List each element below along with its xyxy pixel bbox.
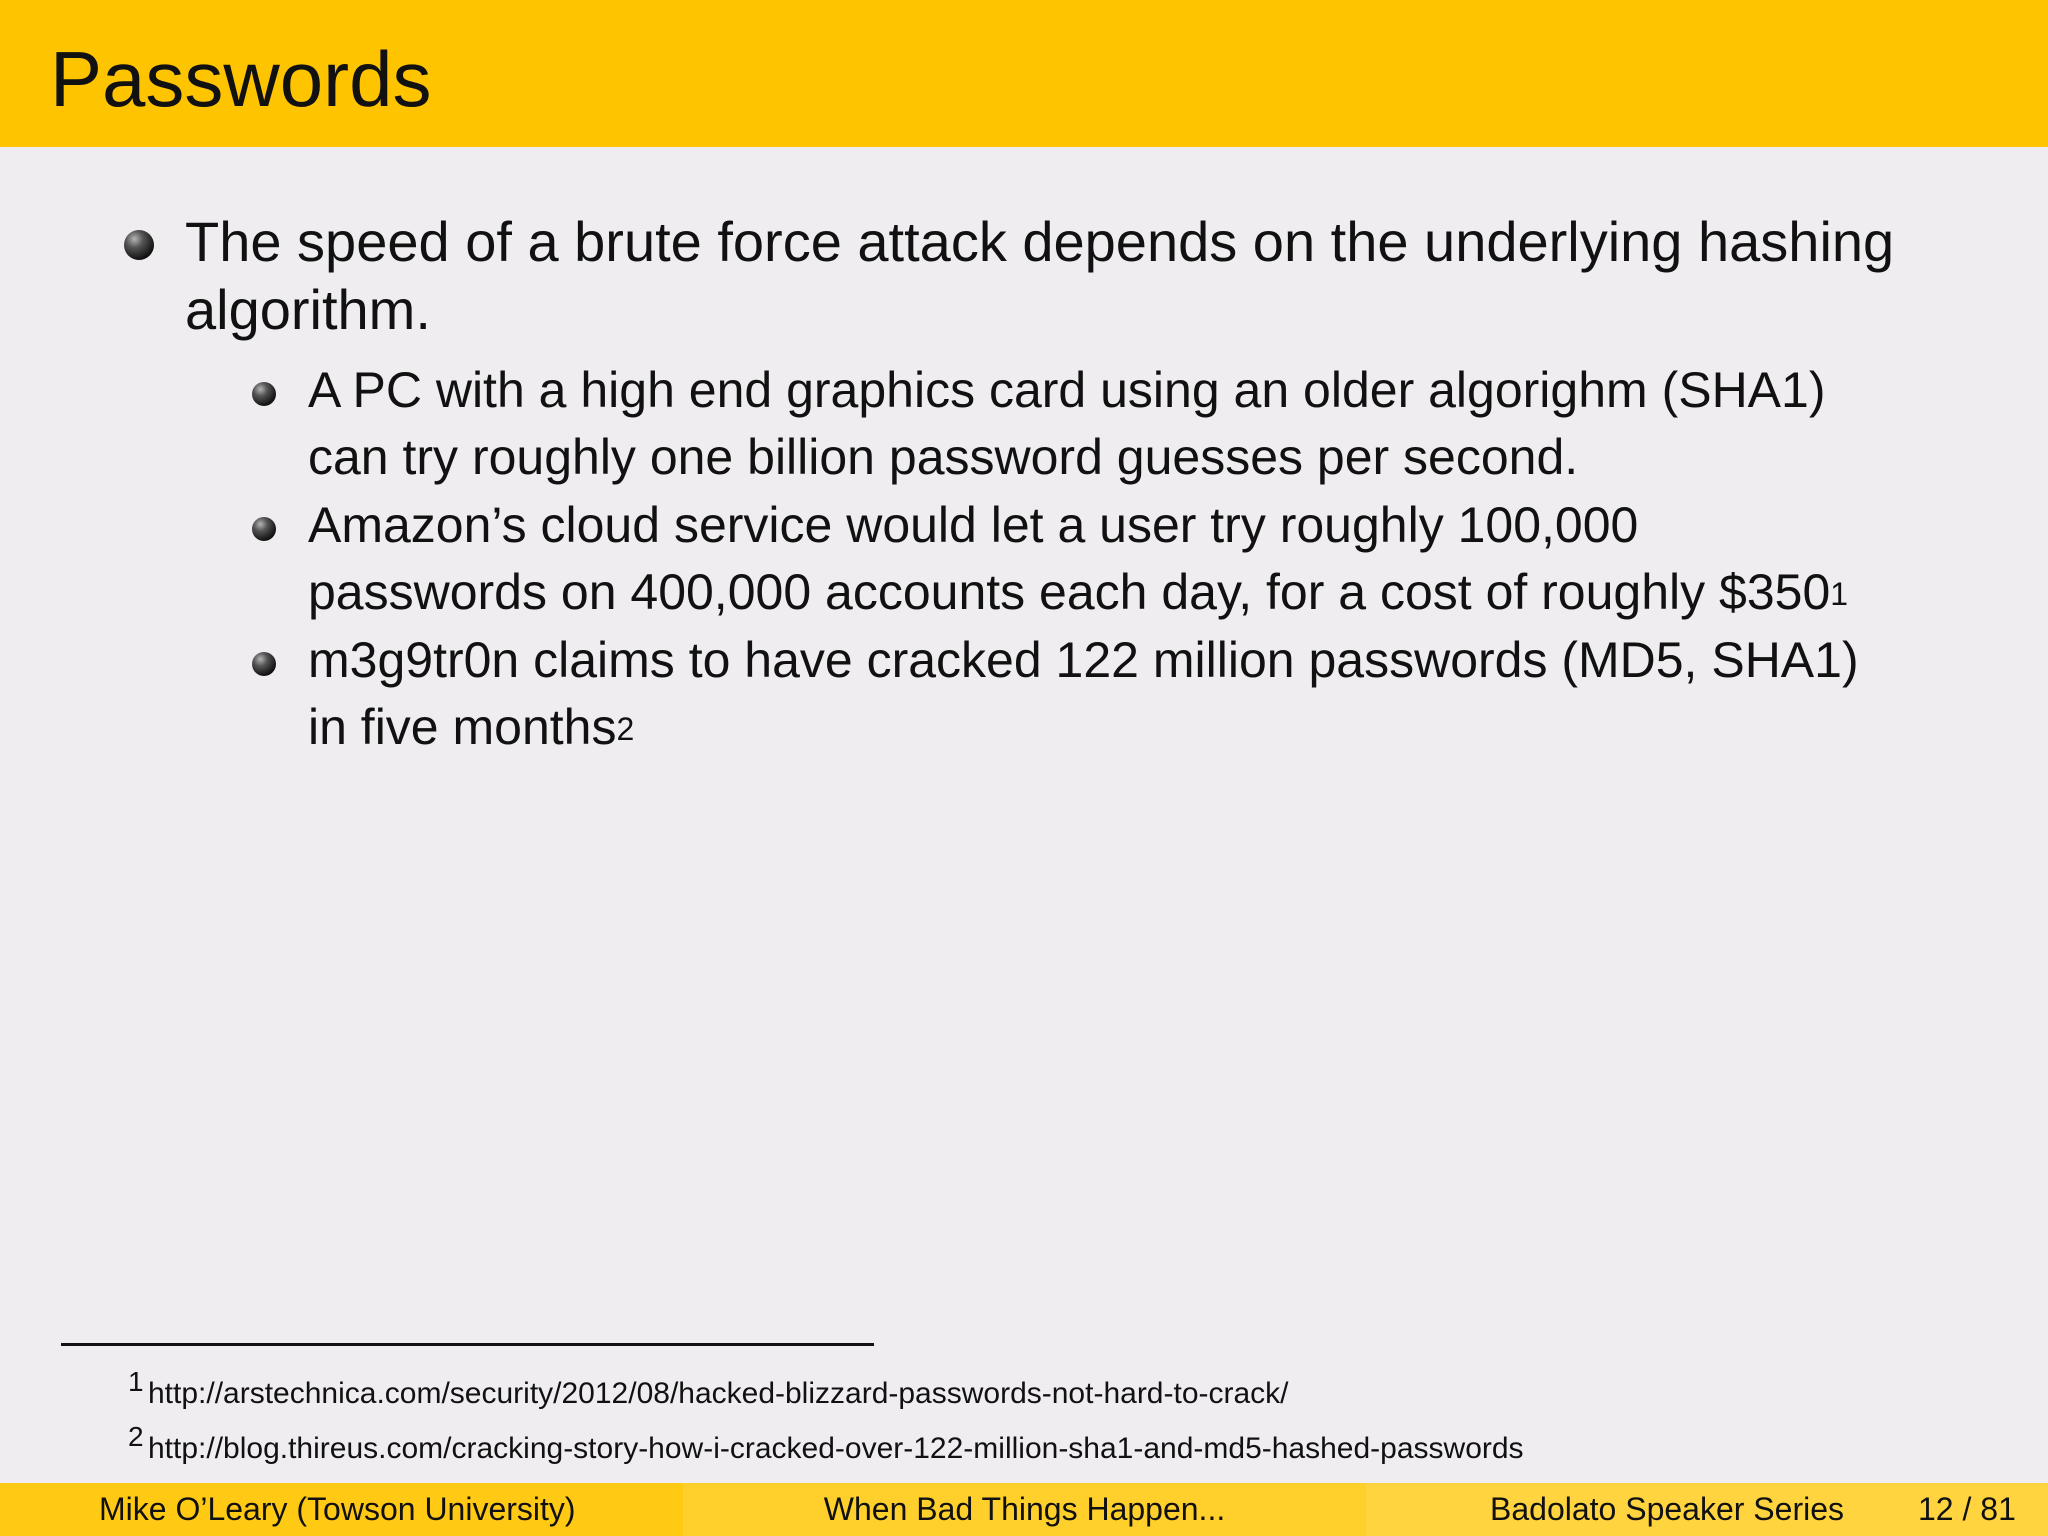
sub-bullet-ball-icon (252, 382, 276, 406)
footnote-ref-1[interactable]: 1 (1830, 576, 1849, 612)
footnote-mark: 2 (128, 1421, 144, 1452)
sub-bullet-text: in five months (308, 699, 617, 755)
footer-author-cell (0, 1483, 683, 1536)
sub-bullet-ball-icon (252, 517, 276, 541)
sub-bullet-text: passwords on 400,000 accounts each day, for a cost of roughly $350 (308, 564, 1831, 620)
footnote-link[interactable]: http://blog.thireus.com/cracking-story-how-i-cracked-over-122-million-sha1-and-md5-hashed-passwords (148, 1432, 1524, 1465)
footer-title-cell (683, 1483, 1366, 1536)
bullet-text-line: The speed of a brute force attack depends on the underlying hashing (185, 210, 1895, 273)
footer-bar (0, 1483, 2048, 1536)
page-number: 12 / 81 (1918, 1491, 2016, 1527)
sub-bullet-text-line: Amazon’s cloud service would let a user try roughly 100,000 (308, 497, 1639, 553)
sub-bullet-text-line: can try roughly one billion password guesses per second. (308, 429, 1579, 485)
sub-bullet-text-line: m3g9tr0n claims to have cracked 122 million passwords (MD5, SHA1) (308, 632, 1859, 688)
sub-bullet-text-line (308, 559, 1848, 626)
slide-title: Passwords (50, 35, 432, 123)
footnote-divider (61, 1343, 874, 1346)
sub-bullet-text-line: A PC with a high end graphics card using an older algorighm (SHA1) (308, 362, 1826, 418)
bullet-ball-icon (124, 230, 154, 260)
footnote-ref-2[interactable]: 2 (616, 711, 635, 747)
footnote-mark: 1 (128, 1366, 144, 1397)
sub-bullet-ball-icon (252, 652, 276, 676)
footer-author: Mike O’Leary (Towson University) (99, 1491, 576, 1527)
sub-bullet-text-line (308, 694, 634, 761)
footer-series: Badolato Speaker Series (1490, 1491, 1844, 1527)
footer-talk-title: When Bad Things Happen... (823, 1491, 1226, 1527)
footnote-link[interactable]: http://arstechnica.com/security/2012/08/hacked-blizzard-passwords-not-hard-to-crack/ (148, 1377, 1289, 1410)
bullet-text-line: algorithm. (185, 278, 431, 341)
footer-series-cell (1366, 1483, 2048, 1536)
